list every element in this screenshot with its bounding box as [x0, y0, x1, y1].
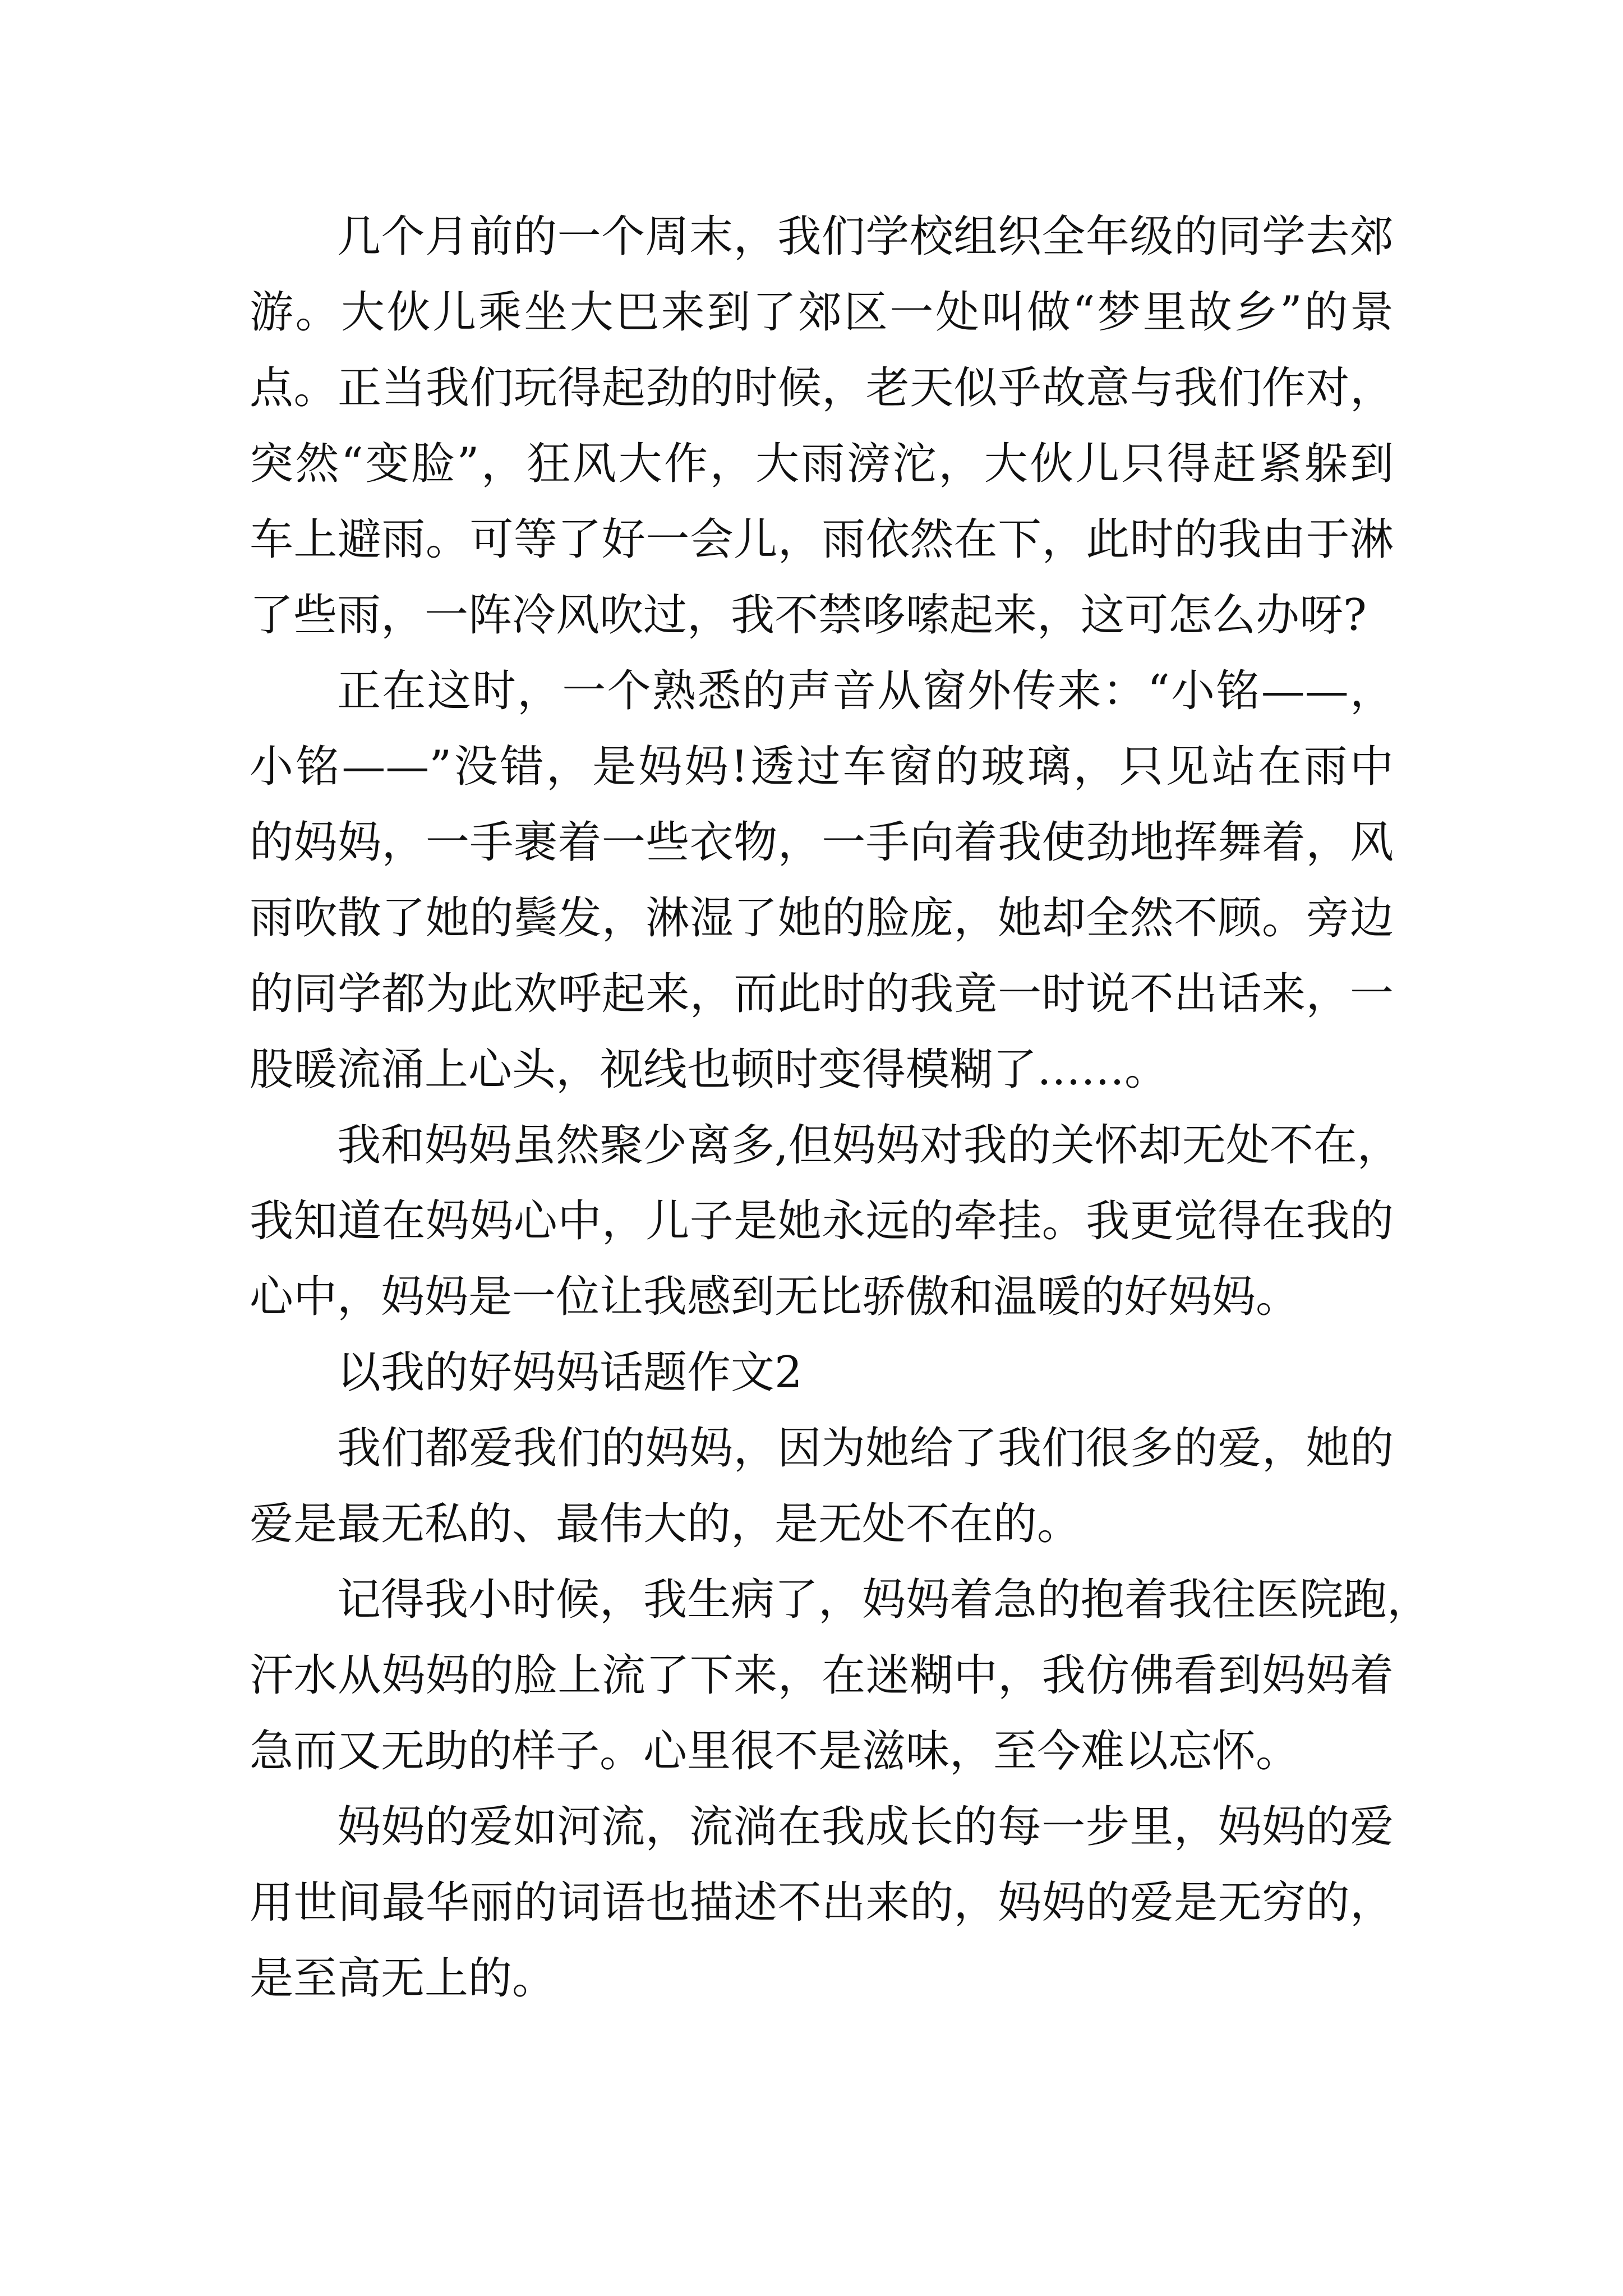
text-line: 心中，妈妈是一位让我感到无比骄傲和温暖的好妈妈。 — [250, 1272, 1300, 1322]
text-line: 正在这时，一个熟悉的声音从窗外传来：“小铭——， — [337, 666, 1394, 716]
text-line: 爱是最无私的、最伟大的，是无处不在的。 — [250, 1499, 1081, 1549]
section-heading: 以我的好妈妈话题作文2 — [337, 1347, 803, 1398]
text-line: 点。正当我们玩得起劲的时候，老天似乎故意与我们作对， — [250, 363, 1394, 413]
text-line: 的妈妈，一手裹着一些衣物，一手向着我使劲地挥舞着，风 — [250, 817, 1394, 868]
document-body — [250, 199, 1431, 2017]
text-line: 我知道在妈妈心中，儿子是她永远的牵挂。我更觉得在我的 — [250, 1196, 1394, 1246]
text-line: 车上避雨。可等了好一会儿，雨依然在下，此时的我由于淋 — [250, 514, 1394, 565]
text-line: 游。大伙儿乘坐大巴来到了郊区一处叫做“梦里故乡”的景 — [250, 287, 1394, 338]
text-line: 用世间最华丽的词语也描述不出来的，妈妈的爱是无穷的， — [250, 1878, 1394, 1928]
text-line: 是至高无上的。 — [250, 1953, 556, 2004]
text-line: 小铭——”没错，是妈妈!透过车窗的玻璃，只见站在雨中 — [250, 742, 1394, 792]
text-line: 雨吹散了她的鬓发，淋湿了她的脸庞，她却全然不顾。旁边 — [250, 893, 1394, 944]
text-line: 突然“变脸”，狂风大作，大雨滂沱，大伙儿只得赶紧躲到 — [250, 439, 1394, 489]
text-line: 股暖流涌上心头，视线也顿时变得模糊了……。 — [250, 1045, 1169, 1095]
text-line: 妈妈的爱如河流，流淌在我成长的每一步里，妈妈的爱 — [337, 1802, 1394, 1852]
text-line: 我们都爱我们的妈妈，因为她给了我们很多的爱，她的 — [337, 1423, 1394, 1474]
text-line: 我和妈妈虽然聚少离多,但妈妈对我的关怀却无处不在， — [337, 1120, 1401, 1171]
text-line: 记得我小时候，我生病了，妈妈着急的抱着我往医院跑， — [337, 1575, 1431, 1625]
text-line: 几个月前的一个周末，我们学校组织全年级的同学去郊 — [337, 211, 1394, 262]
text-line: 急而又无助的样子。心里很不是滋味，至今难以忘怀。 — [250, 1726, 1300, 1777]
text-line: 的同学都为此欢呼起来，而此时的我竟一时说不出话来，一 — [250, 969, 1394, 1019]
text-line: 汗水从妈妈的脸上流了下来，在迷糊中，我仿佛看到妈妈着 — [250, 1650, 1394, 1701]
text-line: 了些雨，一阵冷风吹过，我不禁哆嗦起来，这可怎么办呀? — [250, 590, 1367, 641]
